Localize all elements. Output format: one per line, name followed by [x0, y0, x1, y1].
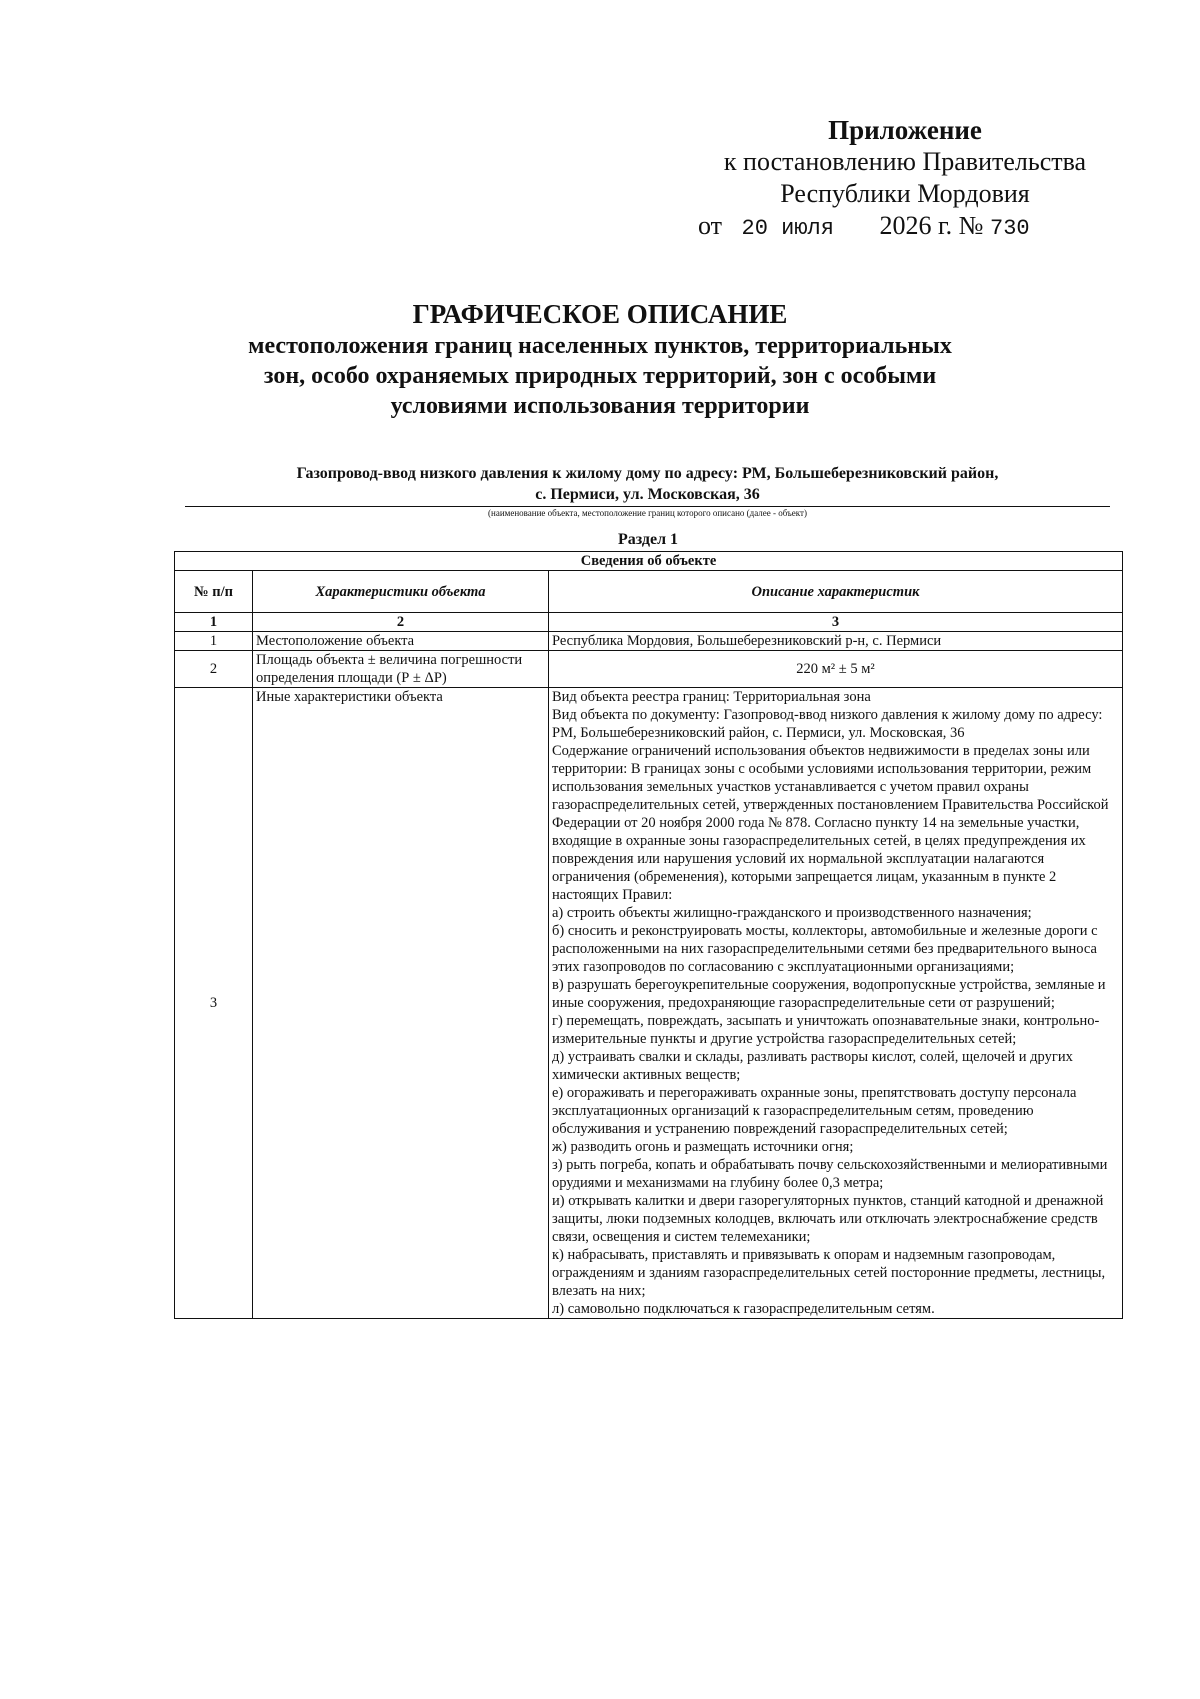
resolution-number: 730 — [990, 216, 1030, 241]
appendix-line-1: к постановлению Правительства — [723, 147, 1087, 176]
column-number-3: 3 — [549, 613, 1123, 632]
table-title-row — [175, 552, 1123, 571]
row-characteristic: Площадь объекта ± величина погрешности определения площади (Р ± ΔР) — [253, 651, 549, 688]
column-number-1: 1 — [175, 613, 253, 632]
table-row — [175, 688, 1123, 1319]
object-name-line-2: с. Пермиси, ул. Московская, 36 — [535, 486, 760, 503]
column-header-characteristic: Характеристики объекта — [253, 571, 549, 613]
document-heading — [180, 297, 1020, 421]
description-line: к) набрасывать, приставлять и привязывать к опорам и надземным газопроводам, ограждениям и зданиям газораспределительных сетей посторонние предметы, лестницы, влезать на них; — [552, 1247, 1106, 1299]
document-subtitle-line-2: зон, особо охраняемых природных территорий, зон с особыми — [263, 363, 937, 389]
table-title: Сведения об объекте — [175, 552, 1123, 571]
row-number: 3 — [175, 688, 253, 1319]
appendix-date-line — [690, 210, 1120, 245]
object-note: (наименование объекта, местоположение границ которого описано (далее - объект) — [488, 508, 807, 518]
description-line: г) перемещать, повреждать, засыпать и уничтожать опознавательные знаки, контрольно-измерительные пункты и другие устройства газораспределительных сетей; — [552, 1013, 1100, 1047]
description-line: д) устраивать свалки и склады, разливать растворы кислот, солей, щелочей и других химически активных веществ; — [552, 1049, 1073, 1083]
column-header-number: № п/п — [175, 571, 253, 613]
description-line: Вид объекта реестра границ: Территориальная зона — [552, 689, 871, 705]
column-number-row — [175, 613, 1123, 632]
resolution-date: 20 июля — [741, 216, 834, 241]
row-characteristic: Иные характеристики объекта — [253, 688, 549, 1319]
description-line: Содержание ограничений использования объектов недвижимости в пределах зоны или территории: В границах зоны с особыми условиями использования территории, режим использования земельных участков устанавливается с учетом правил охраны газораспределительных сетей, утвержденных постановлением Правительства Российской Федерации от 20 ноября 2000 года № 878. Согласно пункту 14 на земельные участки, входящие в охранные зоны газораспределительных сетей, в целях предупреждения их повреждения или нарушения условий их нормальной эксплуатации налагаются ограничения (обременения), которыми запрещается лицам, указанным в пункте 2 настоящих Правил: — [552, 743, 1109, 903]
description-line: л) самовольно подключаться к газораспределительным сетям. — [552, 1301, 935, 1317]
row-number: 2 — [175, 651, 253, 688]
table-header-row — [175, 571, 1123, 613]
description-line: в) разрушать берегоукрепительные сооружения, водопропускные устройства, земляные и иные сооружения, предохраняющие газораспределительные сети от разрушений; — [552, 977, 1106, 1011]
description-line: а) строить объекты жилищно-гражданского и производственного назначения; — [552, 905, 1032, 921]
row-description: Республика Мордовия, Большеберезниковский р-н, с. Пермиси — [549, 632, 1123, 651]
row-description: 220 м² ± 5 м² — [549, 651, 1123, 688]
column-header-description: Описание характеристик — [549, 571, 1123, 613]
column-number-2: 2 — [253, 613, 549, 632]
appendix-line-2: Республики Мордовия — [780, 179, 1030, 208]
description-line: б) сносить и реконструировать мосты, коллекторы, автомобильные и железные дороги с расположенными на них газораспределительными сетями без предварительного выноса этих газопроводов по согласованию с эксплуатационными организациями; — [552, 923, 1098, 975]
description-line: е) огораживать и перегораживать охранные зоны, препятствовать доступу персонала эксплуатационных организаций к газораспределительным сетям, проведению обслуживания и устранению повреждений газораспределительных сетей; — [552, 1085, 1077, 1137]
document-title: ГРАФИЧЕСКОЕ ОПИСАНИЕ — [412, 299, 788, 329]
date-prefix: от — [698, 211, 723, 240]
appendix-title: Приложение — [828, 115, 982, 145]
row-description — [549, 688, 1123, 1319]
description-line: Вид объекта по документу: Газопровод-ввод низкого давления к жилому дому по адресу: РМ, Большеберезниковский район, с. Пермиси, ул. Московская, 36 — [552, 707, 1103, 741]
table-row — [175, 632, 1123, 651]
document-subtitle-line-3: условиями использования территории — [390, 393, 810, 419]
row-number: 1 — [175, 632, 253, 651]
appendix-block — [690, 114, 1120, 245]
document-subtitle-line-1: местоположения границ населенных пунктов, территориальных — [248, 333, 952, 359]
description-line: з) рыть погреба, копать и обрабатывать почву сельскохозяйственными и мелиоративными орудиями и механизмами на глубину более 0,3 метра; — [552, 1157, 1108, 1191]
resolution-year: 2026 г. № — [879, 211, 984, 240]
object-name-line-1: Газопровод-ввод низкого давления к жилому дому по адресу: РМ, Большеберезниковский район, — [296, 465, 999, 482]
object-info-table — [174, 551, 1123, 1319]
description-line: ж) разводить огонь и размещать источники огня; — [552, 1139, 854, 1155]
description-line: и) открывать калитки и двери газорегуляторных пунктов, станций катодной и дренажной защиты, люки подземных колодцев, включать или отключать электроснабжение средств связи, освещения и систем телемеханики; — [552, 1193, 1104, 1245]
row-characteristic: Местоположение объекта — [253, 632, 549, 651]
section-title: Раздел 1 — [617, 531, 679, 548]
table-row — [175, 651, 1123, 688]
object-name-block — [185, 463, 1110, 519]
